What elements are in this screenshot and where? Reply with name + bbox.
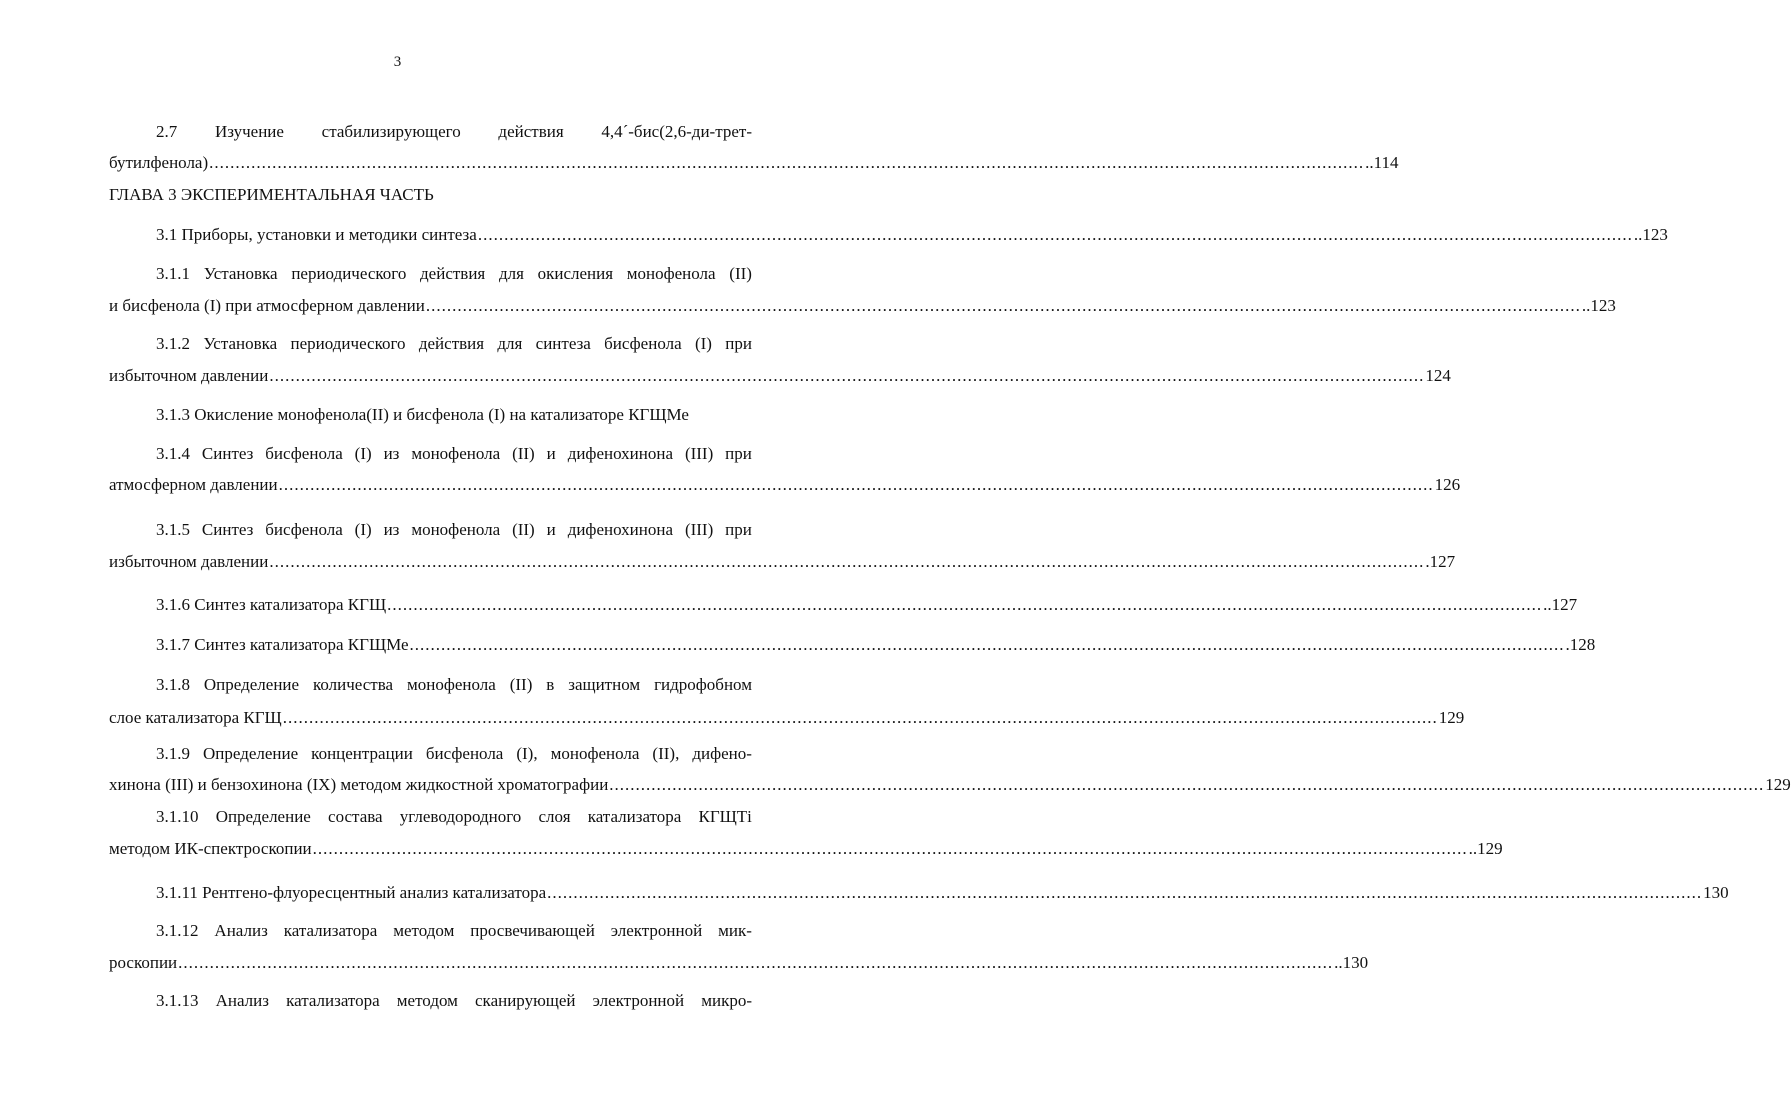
toc-entry-title: методом ИК-спектроскопии — [109, 839, 312, 858]
toc-dot-leader: ............................................................................................................................................................................................................................ — [282, 708, 1438, 727]
toc-entry-title: атмосферном давлении — [109, 475, 278, 494]
toc-entry-word: для — [498, 264, 524, 283]
toc-entry-word: (I) — [354, 520, 372, 539]
toc-entry-word: монофенола — [407, 675, 496, 694]
toc-entry-word: количества — [312, 675, 394, 694]
toc-page-number: ..123 — [1581, 296, 1616, 315]
toc-entry-word: из — [383, 444, 400, 463]
toc-entry-line — [156, 333, 752, 355]
toc-page-number: .127 — [1425, 552, 1456, 571]
toc-entry-title: 3.1.11 Рентгено-флуоресцентный анализ катализатора — [156, 883, 547, 902]
toc-entry-line — [156, 882, 1729, 904]
toc-entry-word: катализатора — [587, 807, 682, 826]
toc-entry-word: дифенохинона — [567, 444, 674, 463]
toc-dot-leader: ............................................................................................................................................................................................................................ — [178, 953, 1334, 972]
toc-entry-line — [156, 806, 752, 828]
toc-entry-title: роскопии — [109, 953, 178, 972]
toc-entry-word: Определение — [203, 744, 299, 763]
toc-entry-word: мик- — [718, 921, 752, 940]
toc-entry-word: Определение — [215, 807, 311, 826]
toc-entry-line — [109, 774, 1791, 796]
toc-entry-word: микро- — [701, 991, 752, 1010]
toc-entry-word: действия — [420, 264, 486, 283]
toc-entry-word: Анализ — [215, 991, 269, 1010]
toc-entry-word: защитном — [568, 675, 641, 694]
toc-dot-leader: ............................................................................................................................................................................................................................ — [477, 225, 1633, 244]
toc-entry-line — [156, 594, 1578, 616]
toc-entry-word: гидрофобном — [654, 675, 752, 694]
toc-entry-word: концентрации — [311, 744, 413, 763]
toc-entry-title: слое катализатора КГЩ — [109, 708, 282, 727]
toc-entry-line — [156, 263, 752, 285]
toc-page-number: ..127 — [1543, 595, 1578, 614]
toc-entry-word: в — [546, 675, 555, 694]
toc-entry-word: для — [497, 334, 523, 353]
toc-entry-word: 3.1.9 — [156, 744, 190, 763]
toc-entry-line — [109, 474, 1461, 496]
toc-chapter-heading: ГЛАВА 3 ЭКСПЕРИМЕНТАЛЬНАЯ ЧАСТЬ — [109, 185, 434, 204]
toc-dot-leader: ............................................................................................................................................................................................................................ — [209, 153, 1365, 172]
toc-dot-leader: ............................................................................................................................................................................................................................ — [409, 635, 1565, 654]
toc-entry-word: сканирующей — [475, 991, 576, 1010]
toc-page-number: ..123 — [1633, 225, 1668, 244]
toc-entry-word: (I), — [516, 744, 538, 763]
toc-entry-word: при — [725, 444, 752, 463]
toc-entry-title: бутилфенола) — [109, 153, 209, 172]
toc-entry-word: катализатора — [283, 921, 378, 940]
toc-entry-word: монофенола — [411, 444, 501, 463]
toc-entry-word: 3.1.8 — [156, 675, 190, 694]
toc-page-number: 129 — [1765, 775, 1791, 794]
toc-entry-line — [109, 707, 1465, 729]
toc-entry-word: электронной — [592, 991, 685, 1010]
toc-entry-word: дифенохинона — [567, 520, 674, 539]
toc-entry-line — [109, 551, 1456, 573]
toc-entry-word: Синтез — [201, 444, 254, 463]
toc-entry-word: методом — [393, 921, 455, 940]
toc-entry-word: Анализ — [214, 921, 268, 940]
toc-entry-word: действия — [498, 122, 564, 141]
toc-entry-title: 3.1.7 Синтез катализатора КГЩМе — [156, 635, 409, 654]
toc-entry-word: (III) — [684, 520, 714, 539]
toc-entry-word: при — [725, 334, 752, 353]
toc-entry-line — [156, 674, 752, 696]
toc-entry-word: (III) — [684, 444, 714, 463]
toc-entry-word: Синтез — [201, 520, 254, 539]
toc-entry-line — [156, 920, 752, 942]
toc-entry-word: (II) — [729, 264, 752, 283]
toc-page-number: ..129 — [1468, 839, 1503, 858]
toc-dot-leader: ............................................................................................................................................................................................................................ — [278, 475, 1434, 494]
toc-entry-word: просвечивающей — [470, 921, 595, 940]
toc-entry-word: (II) — [512, 444, 535, 463]
toc-entry-line — [109, 838, 1503, 860]
toc-entry-word: монофенола — [411, 520, 501, 539]
toc-entry-line — [109, 952, 1369, 974]
toc-entry-word: и — [546, 520, 556, 539]
toc-dot-leader: ............................................................................................................................................................................................................................ — [387, 595, 1543, 614]
toc-entry-word: 3.1.5 — [156, 520, 190, 539]
toc-dot-leader: ............................................................................................................................................................................................................................ — [269, 366, 1425, 385]
toc-entry-word: (I) — [354, 444, 372, 463]
toc-dot-leader: ............................................................................................................................................................................................................................ — [609, 775, 1765, 794]
toc-entry-word: синтеза — [535, 334, 591, 353]
toc-entry-line — [156, 990, 752, 1012]
toc-entry-word: (II) — [509, 675, 533, 694]
toc-entry-word: 3.1.10 — [156, 807, 199, 826]
toc-page-number: 124 — [1425, 366, 1451, 385]
toc-entry-word: 4,4´-бис(2,6-ди-трет- — [601, 122, 752, 141]
toc-entry-word: 3.1.2 — [156, 334, 190, 353]
toc-entry-word: бисфенола — [265, 520, 343, 539]
toc-dot-leader: ............................................................................................................................................................................................................................ — [269, 552, 1425, 571]
toc-entry-word: бисфенола — [425, 744, 504, 763]
toc-entry-word: состава — [328, 807, 383, 826]
toc-entry-word: из — [383, 520, 400, 539]
toc-entry-word: бисфенола — [265, 444, 343, 463]
toc-entry-title: хинона (III) и бензохинона (IX) методом жидкостной хроматографии — [109, 775, 609, 794]
toc-entry-line — [109, 365, 1451, 387]
toc-entry-word: (II), — [652, 744, 680, 763]
toc-entry-word: при — [725, 520, 752, 539]
toc-dot-leader: ............................................................................................................................................................................................................................ — [547, 883, 1703, 902]
toc-dot-leader: ............................................................................................................................................................................................................................ — [312, 839, 1468, 858]
toc-entry-line — [109, 295, 1616, 317]
toc-page-number: 126 — [1434, 475, 1461, 494]
toc-entry-word: электронной — [610, 921, 703, 940]
toc-entry-word: КГЩТі — [698, 807, 752, 826]
toc-entry-word: Установка — [203, 334, 278, 353]
toc-entry-word: 3.1.1 — [156, 264, 190, 283]
toc-entry-word: (II) — [512, 520, 535, 539]
toc-entry-word: 3.1.4 — [156, 444, 190, 463]
toc-entry-word: периодического — [291, 264, 407, 283]
toc-entry-line — [156, 519, 752, 541]
toc-entry-word: (I) — [694, 334, 712, 353]
toc-page-number: ..114 — [1365, 153, 1399, 172]
toc-entry-line — [156, 121, 752, 143]
toc-entry-title: и бисфенола (I) при атмосферном давлении — [109, 296, 425, 315]
toc-entry-word: монофенола — [550, 744, 640, 763]
toc-entry-word: бисфенола — [604, 334, 682, 353]
toc-entry-line — [156, 634, 1596, 656]
toc-entry-word: 2.7 — [156, 122, 178, 141]
toc-entry-word: слоя — [538, 807, 571, 826]
toc-entry-word: 3.1.13 — [156, 991, 199, 1010]
toc-entry-title: 3.1.6 Синтез катализатора КГЩ — [156, 595, 387, 614]
page-number: 3 — [393, 54, 402, 70]
toc-entry-line — [156, 224, 1668, 246]
toc-entry-line — [109, 152, 1399, 174]
toc-page-number: 130 — [1703, 883, 1729, 902]
toc-entry-line — [156, 443, 752, 465]
toc-entry-word: действия — [418, 334, 485, 353]
toc-entry-line: 3.1.3 Окисление монофенола(II) и бисфенола (I) на катализаторе КГЩМе — [156, 405, 689, 424]
toc-entry-word: монофенола — [626, 264, 716, 283]
toc-page-number: 129 — [1438, 708, 1465, 727]
toc-entry-title: избыточном давлении — [109, 366, 269, 385]
toc-entry-word: дифено- — [692, 744, 752, 763]
toc-entry-word: Установка — [203, 264, 278, 283]
toc-dot-leader: ............................................................................................................................................................................................................................ — [425, 296, 1581, 315]
toc-entry-line — [156, 743, 752, 765]
toc-entry-word: и — [546, 444, 556, 463]
toc-entry-word: периодического — [290, 334, 406, 353]
toc-entry-word: окисления — [537, 264, 614, 283]
toc-entry-title: избыточном давлении — [109, 552, 269, 571]
toc-entry-word: Определение — [203, 675, 300, 694]
toc-page-number: ..130 — [1334, 953, 1369, 972]
toc-entry-word: методом — [396, 991, 458, 1010]
toc-entry-word: стабилизирующего — [321, 122, 461, 141]
toc-entry-word: 3.1.12 — [156, 921, 199, 940]
toc-page-number: .128 — [1565, 635, 1596, 654]
toc-entry-word: Изучение — [214, 122, 284, 141]
toc-entry-word: катализатора — [286, 991, 380, 1010]
toc-entry-title: 3.1 Приборы, установки и методики синтеза — [156, 225, 477, 244]
toc-entry-word: углеводородного — [399, 807, 522, 826]
